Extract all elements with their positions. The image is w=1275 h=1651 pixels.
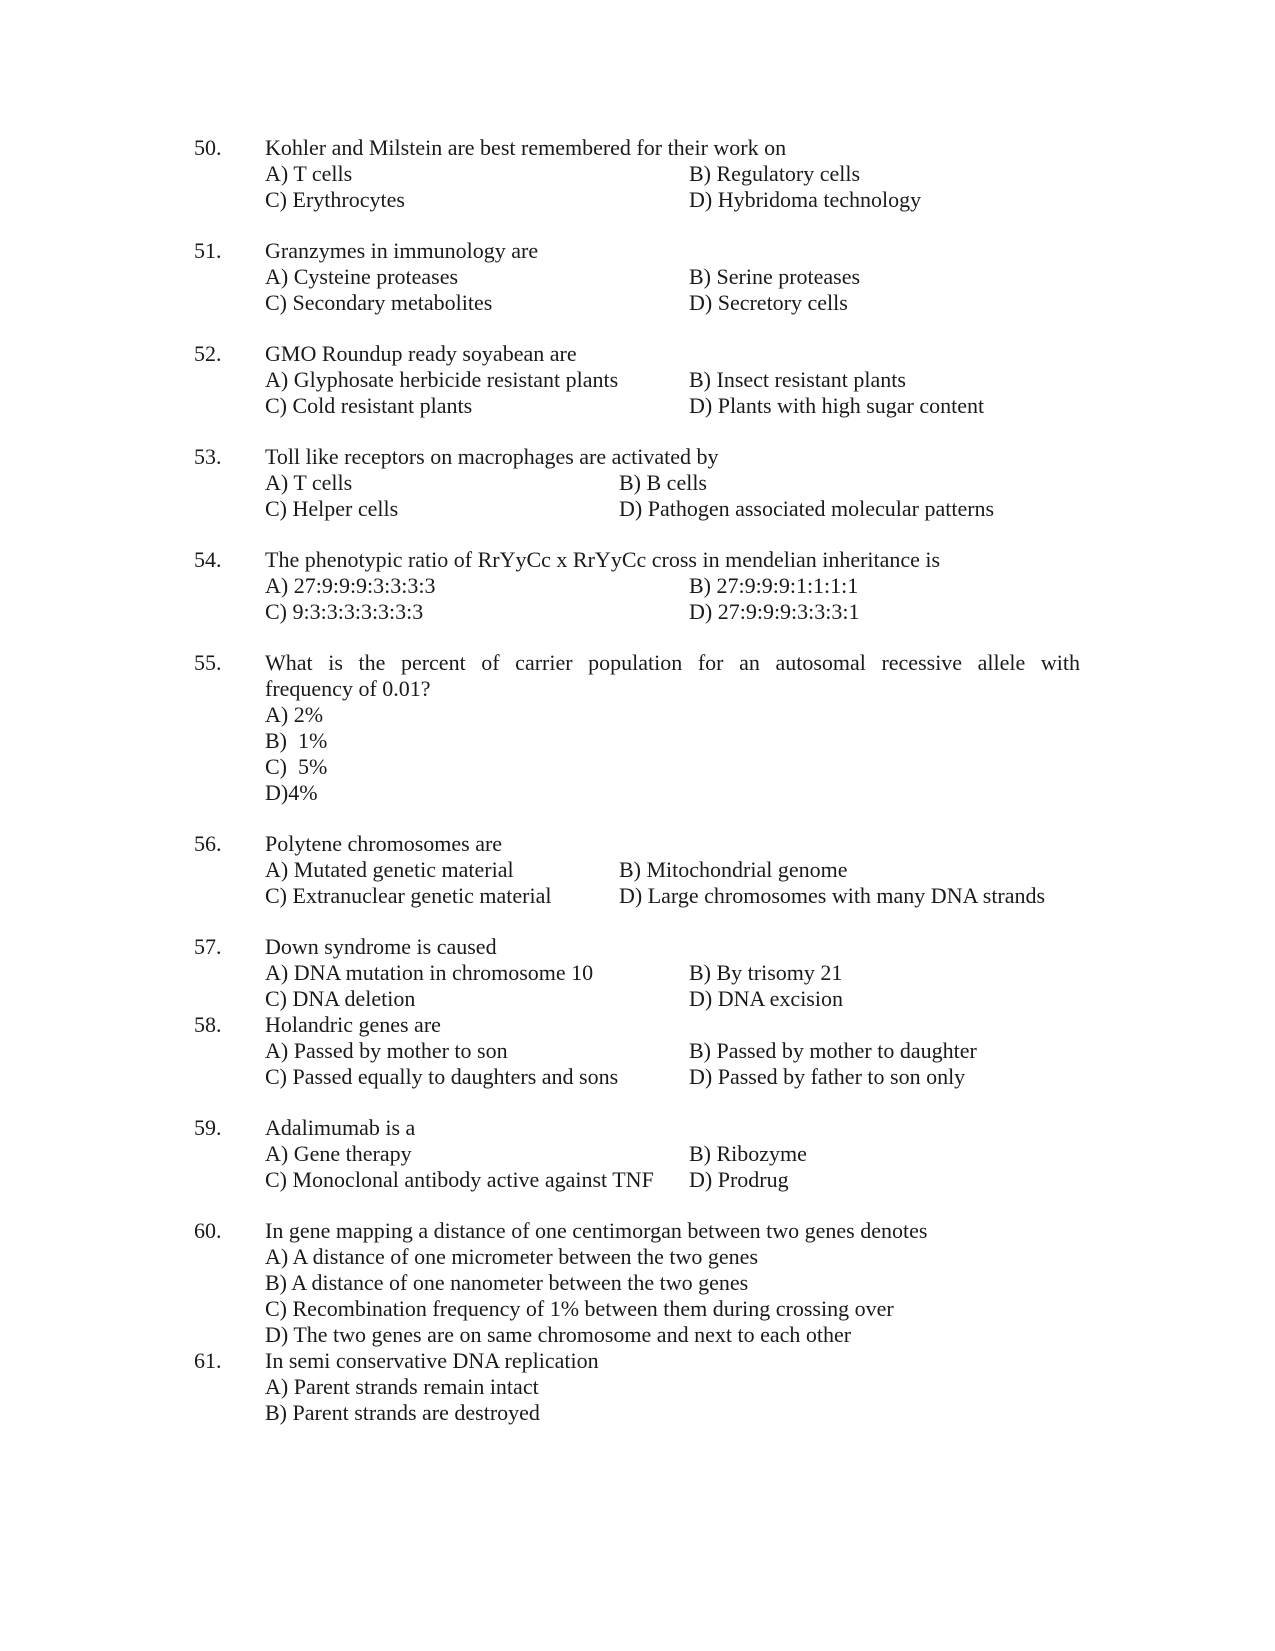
option-d: D) Prodrug [689,1167,789,1192]
question-number: 55. [194,650,222,675]
option-a: A) 27:9:9:9:3:3:3:3 [265,573,436,598]
question-number: 51. [194,238,222,263]
option-a: A) 2% [265,702,324,727]
option-b: B) 27:9:9:9:1:1:1:1 [689,573,859,598]
option-d: D) Pathogen associated molecular patterns [619,496,995,521]
option-c: C) Passed equally to daughters and sons [265,1064,619,1089]
question-text: In gene mapping a distance of one centimorgan between two genes denotes [265,1218,928,1243]
option-c: C) 9:3:3:3:3:3:3:3 [265,599,424,624]
question-number: 53. [194,444,222,469]
option-d: D) Hybridoma technology [689,187,922,212]
question-number: 50. [194,135,222,160]
question-number: 60. [194,1218,222,1243]
option-d: D) Plants with high sugar content [689,393,985,418]
option-c: C) Helper cells [265,496,399,521]
question-number: 57. [194,934,222,959]
option-c: C) Cold resistant plants [265,393,473,418]
option-a: A) Mutated genetic material [265,857,514,882]
option-d: D) Large chromosomes with many DNA strands [619,883,1046,908]
question-text: Polytene chromosomes are [265,831,503,856]
option-c: C) Erythrocytes [265,187,405,212]
question-text: Down syndrome is caused [265,934,497,959]
question-text: GMO Roundup ready soyabean are [265,341,577,366]
option-b: B) B cells [619,470,707,495]
option-b: B) 1% [265,728,328,753]
question-number: 54. [194,547,222,572]
question-text: Granzymes in immunology are [265,238,539,263]
option-b: B) Passed by mother to daughter [689,1038,977,1063]
question-text: In semi conservative DNA replication [265,1348,599,1373]
question-text: Toll like receptors on macrophages are activated by [265,444,719,469]
option-c: C) Monoclonal antibody active against TNF [265,1167,654,1192]
option-a: A) Parent strands remain intact [265,1374,539,1399]
option-a: A) DNA mutation in chromosome 10 [265,960,594,985]
option-a: A) T cells [265,161,353,186]
question-text: Holandric genes are [265,1012,441,1037]
option-d: D) Passed by father to son only [689,1064,966,1089]
question-number: 52. [194,341,222,366]
question-text: The phenotypic ratio of RrYyCc x RrYyCc cross in mendelian inheritance is [265,547,941,572]
question-number: 58. [194,1012,222,1037]
question-text: What is the percent of carrier population for an autosomal recessive allele with [265,650,1080,675]
option-d: D) DNA excision [689,986,843,1011]
option-a: A) Cysteine proteases [265,264,459,289]
option-c: C) DNA deletion [265,986,416,1011]
option-d: D) 27:9:9:9:3:3:3:1 [689,599,860,624]
option-a: A) Gene therapy [265,1141,412,1166]
question-text: Kohler and Milstein are best remembered for their work on [265,135,787,160]
question-number: 61. [194,1348,222,1373]
option-c: C) Extranuclear genetic material [265,883,552,908]
option-d: D)4% [265,780,318,805]
question-text: Adalimumab is a [265,1115,416,1140]
option-a: A) Passed by mother to son [265,1038,508,1063]
question-text-continued: frequency of 0.01? [265,676,431,701]
option-b: B) Serine proteases [689,264,861,289]
option-a: A) T cells [265,470,353,495]
option-b: B) A distance of one nanometer between the two genes [265,1270,749,1295]
option-b: B) Ribozyme [689,1141,807,1166]
question-number: 56. [194,831,222,856]
option-b: B) Regulatory cells [689,161,861,186]
question-number: 59. [194,1115,222,1140]
option-c: C) 5% [265,754,328,779]
option-b: B) Parent strands are destroyed [265,1400,540,1425]
option-b: B) Mitochondrial genome [619,857,848,882]
option-d: D) The two genes are on same chromosome and next to each other [265,1322,852,1347]
option-a: A) Glyphosate herbicide resistant plants [265,367,619,392]
option-d: D) Secretory cells [689,290,848,315]
option-a: A) A distance of one micrometer between the two genes [265,1244,759,1269]
option-b: B) Insect resistant plants [689,367,906,392]
option-c: C) Recombination frequency of 1% between them during crossing over [265,1296,894,1321]
option-c: C) Secondary metabolites [265,290,493,315]
option-b: B) By trisomy 21 [689,960,843,985]
